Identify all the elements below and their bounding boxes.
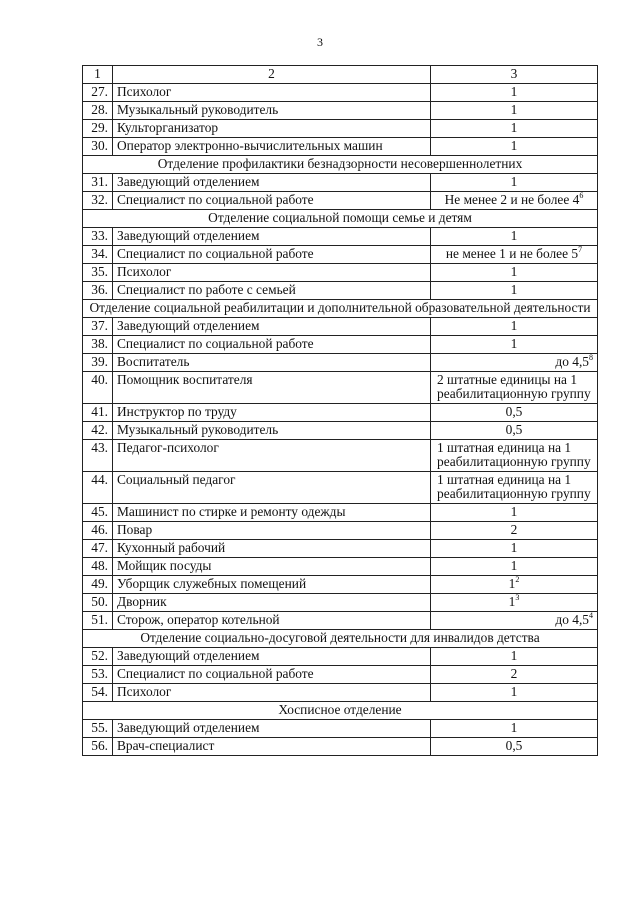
table-row [83, 336, 598, 354]
row-number: 34. [83, 246, 113, 264]
footnote-ref: 8 [589, 353, 593, 362]
staff-quantity [431, 648, 598, 666]
row-number: 36. [83, 282, 113, 300]
staff-quantity [431, 684, 598, 702]
position-name: Дворник [113, 594, 431, 612]
row-number: 29. [83, 120, 113, 138]
header-col-1: 1 [83, 66, 113, 84]
position-name: Психолог [113, 84, 431, 102]
table-row [83, 84, 598, 102]
quantity-value: 1 [510, 228, 518, 243]
staff-quantity [431, 120, 598, 138]
row-number: 48. [83, 558, 113, 576]
staff-quantity [431, 138, 598, 156]
table-row [83, 472, 598, 504]
position-name: Помощник воспитателя [113, 372, 431, 404]
position-name: Педагог-психолог [113, 440, 431, 472]
table-row [83, 264, 598, 282]
table-row [83, 318, 598, 336]
staff-quantity [431, 738, 598, 756]
quantity-value: 1 [510, 282, 518, 297]
staff-quantity [431, 540, 598, 558]
quantity-value: 1 [510, 138, 518, 153]
quantity-value: 1 [510, 558, 518, 573]
staff-quantity [431, 102, 598, 120]
staff-quantity [431, 720, 598, 738]
position-name: Оператор электронно-вычислительных машин [113, 138, 431, 156]
staff-quantity [431, 576, 598, 594]
row-number: 42. [83, 422, 113, 440]
section-title: Хосписное отделение [83, 702, 598, 720]
quantity-value: до 4,5 [555, 354, 589, 369]
row-number: 41. [83, 404, 113, 422]
staff-quantity [431, 472, 598, 504]
quantity-value: 1 [510, 720, 518, 735]
section-title: Отделение социально-досуговой деятельности для инвалидов детства [83, 630, 598, 648]
row-number: 54. [83, 684, 113, 702]
quantity-value: 1 [510, 684, 518, 699]
quantity-value: 1 штатная единица на 1 реабилитационную группу [437, 472, 591, 501]
footnote-ref: 7 [578, 245, 583, 254]
quantity-value: 1 [510, 504, 518, 519]
staff-quantity [431, 318, 598, 336]
row-number: 53. [83, 666, 113, 684]
row-number: 35. [83, 264, 113, 282]
row-number: 50. [83, 594, 113, 612]
header-col-2: 2 [113, 66, 431, 84]
footnote-ref: 4 [589, 611, 593, 620]
table-row [83, 576, 598, 594]
row-number: 28. [83, 102, 113, 120]
position-name: Повар [113, 522, 431, 540]
quantity-value: 1 [510, 648, 518, 663]
row-number: 37. [83, 318, 113, 336]
table-row [83, 120, 598, 138]
row-number: 49. [83, 576, 113, 594]
quantity-value: 1 [508, 576, 516, 591]
section-title: Отделение социальной помощи семье и детям [83, 210, 598, 228]
position-name: Психолог [113, 684, 431, 702]
quantity-value: 1 [510, 264, 518, 279]
table-row [83, 422, 598, 440]
quantity-value: 1 [510, 336, 518, 351]
quantity-value: 1 [510, 174, 518, 189]
table-row [83, 648, 598, 666]
row-number: 40. [83, 372, 113, 404]
staff-quantity [431, 594, 598, 612]
table-row [83, 666, 598, 684]
staff-quantity [431, 354, 598, 372]
quantity-value: 0,5 [505, 404, 523, 419]
staff-quantity [431, 246, 598, 264]
quantity-value: Не менее 2 и не более 4 [444, 192, 580, 207]
table-row [83, 404, 598, 422]
position-name: Врач-специалист [113, 738, 431, 756]
table-row [83, 192, 598, 210]
footnote-ref: 2 [515, 575, 520, 584]
section-row [83, 300, 598, 318]
table-row [83, 612, 598, 630]
staff-quantity [431, 372, 598, 404]
staff-quantity [431, 336, 598, 354]
quantity-value: 0,5 [505, 422, 523, 437]
staff-quantity [431, 558, 598, 576]
table-header-row [83, 66, 598, 84]
position-name: Машинист по стирке и ремонту одежды [113, 504, 431, 522]
position-name: Специалист по социальной работе [113, 246, 431, 264]
staff-quantity [431, 440, 598, 472]
quantity-value: 2 [510, 522, 518, 537]
footnote-ref: 3 [515, 593, 520, 602]
position-name: Социальный педагог [113, 472, 431, 504]
quantity-value: 2 штатные единицы на 1 реабилитационную группу [437, 372, 591, 401]
staff-quantity [431, 522, 598, 540]
row-number: 33. [83, 228, 113, 246]
staff-quantity [431, 422, 598, 440]
table-row [83, 354, 598, 372]
position-name: Специалист по социальной работе [113, 666, 431, 684]
position-name: Сторож, оператор котельной [113, 612, 431, 630]
position-name: Музыкальный руководитель [113, 102, 431, 120]
staff-quantity [431, 192, 598, 210]
staff-quantity [431, 404, 598, 422]
staff-quantity [431, 264, 598, 282]
table-row [83, 372, 598, 404]
position-name: Культорганизатор [113, 120, 431, 138]
quantity-value: 1 штатная единица на 1 реабилитационную группу [437, 440, 591, 469]
table-row [83, 102, 598, 120]
position-name: Воспитатель [113, 354, 431, 372]
position-name: Психолог [113, 264, 431, 282]
row-number: 38. [83, 336, 113, 354]
table-row [83, 174, 598, 192]
table-row [83, 246, 598, 264]
position-name: Заведующий отделением [113, 174, 431, 192]
position-name: Специалист по социальной работе [113, 192, 431, 210]
quantity-value: 1 [510, 318, 518, 333]
row-number: 30. [83, 138, 113, 156]
row-number: 32. [83, 192, 113, 210]
table-row [83, 522, 598, 540]
row-number: 56. [83, 738, 113, 756]
table-row [83, 504, 598, 522]
row-number: 46. [83, 522, 113, 540]
position-name: Заведующий отделением [113, 228, 431, 246]
quantity-value: 1 [510, 120, 518, 135]
staff-quantity [431, 612, 598, 630]
staffing-table [82, 65, 598, 756]
row-number: 27. [83, 84, 113, 102]
position-name: Заведующий отделением [113, 720, 431, 738]
quantity-value: 1 [510, 84, 518, 99]
position-name: Мойщик посуды [113, 558, 431, 576]
page-number: 3 [317, 35, 323, 49]
table-row [83, 684, 598, 702]
header-col-3: 3 [431, 66, 598, 84]
quantity-value: не менее 1 и не более 5 [445, 246, 579, 261]
table-row [83, 558, 598, 576]
row-number: 51. [83, 612, 113, 630]
row-number: 44. [83, 472, 113, 504]
section-row [83, 210, 598, 228]
row-number: 47. [83, 540, 113, 558]
table-row [83, 540, 598, 558]
position-name: Специалист по социальной работе [113, 336, 431, 354]
position-name: Инструктор по труду [113, 404, 431, 422]
section-row [83, 702, 598, 720]
table-row [83, 228, 598, 246]
table-row [83, 738, 598, 756]
position-name: Заведующий отделением [113, 648, 431, 666]
table-row [83, 594, 598, 612]
position-name: Уборщик служебных помещений [113, 576, 431, 594]
row-number: 31. [83, 174, 113, 192]
position-name: Заведующий отделением [113, 318, 431, 336]
quantity-value: 1 [510, 540, 518, 555]
quantity-value: 0,5 [505, 738, 523, 753]
quantity-value: 2 [510, 666, 518, 681]
staff-quantity [431, 666, 598, 684]
staff-quantity [431, 84, 598, 102]
staff-quantity [431, 282, 598, 300]
section-row [83, 630, 598, 648]
staff-quantity [431, 174, 598, 192]
position-name: Кухонный рабочий [113, 540, 431, 558]
row-number: 55. [83, 720, 113, 738]
staff-quantity [431, 504, 598, 522]
table-row [83, 282, 598, 300]
section-title: Отделение социальной реабилитации и дополнительной образовательной деятельности [83, 300, 598, 318]
position-name: Музыкальный руководитель [113, 422, 431, 440]
row-number: 43. [83, 440, 113, 472]
row-number: 52. [83, 648, 113, 666]
staff-quantity [431, 228, 598, 246]
quantity-value: до 4,5 [555, 612, 589, 627]
table-row [83, 720, 598, 738]
quantity-value: 1 [508, 594, 516, 609]
section-row [83, 156, 598, 174]
row-number: 39. [83, 354, 113, 372]
quantity-value: 1 [510, 102, 518, 117]
position-name: Специалист по работе с семьей [113, 282, 431, 300]
section-title: Отделение профилактики безнадзорности несовершеннолетних [83, 156, 598, 174]
table-row [83, 138, 598, 156]
row-number: 45. [83, 504, 113, 522]
footnote-ref: 6 [579, 191, 584, 200]
table-row [83, 440, 598, 472]
